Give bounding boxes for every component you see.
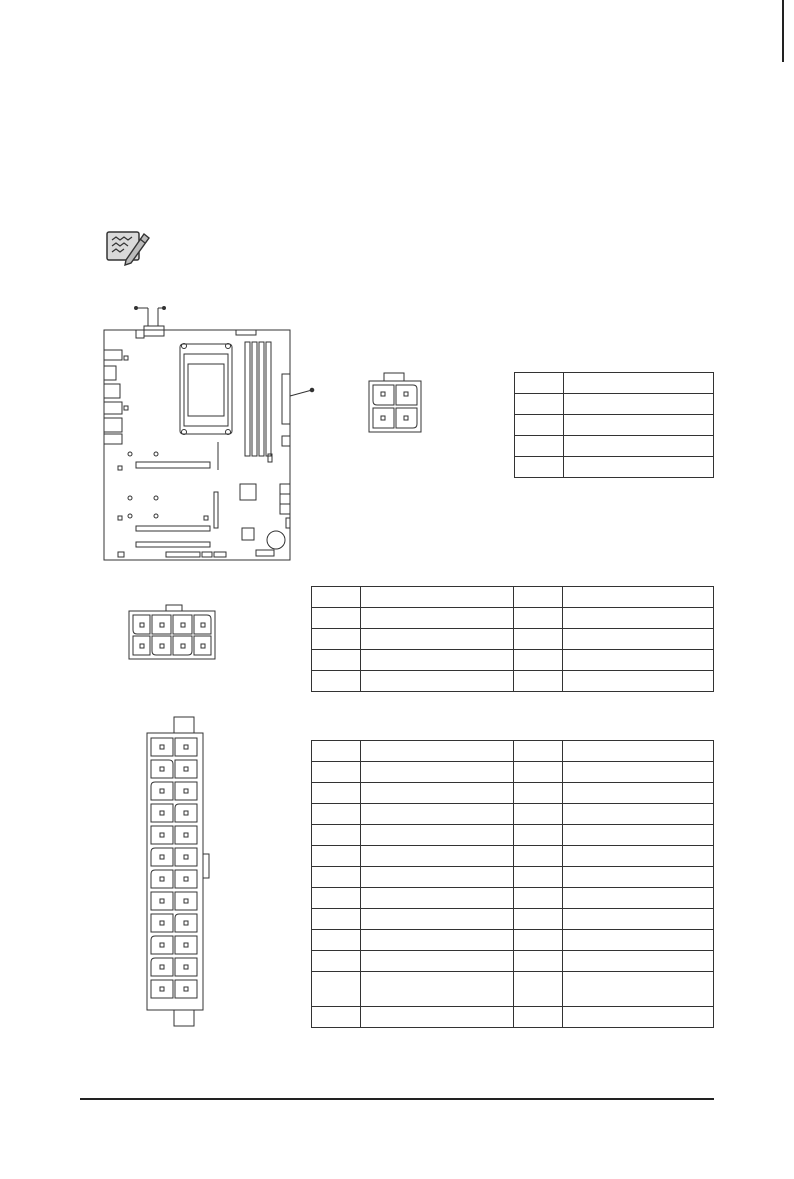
margin-line — [782, 0, 784, 62]
motherboard-diagram — [100, 302, 320, 564]
atx-8pin-table — [311, 586, 714, 692]
footer-rule — [80, 1098, 714, 1100]
atx-4pin-table — [514, 372, 714, 478]
atx-24pin-connector-icon — [140, 716, 210, 1028]
atx-24pin-table — [311, 740, 714, 1028]
atx-4pin-connector-icon — [368, 372, 422, 434]
atx-8pin-connector-icon — [128, 604, 216, 660]
note-pencil-icon — [104, 226, 150, 266]
